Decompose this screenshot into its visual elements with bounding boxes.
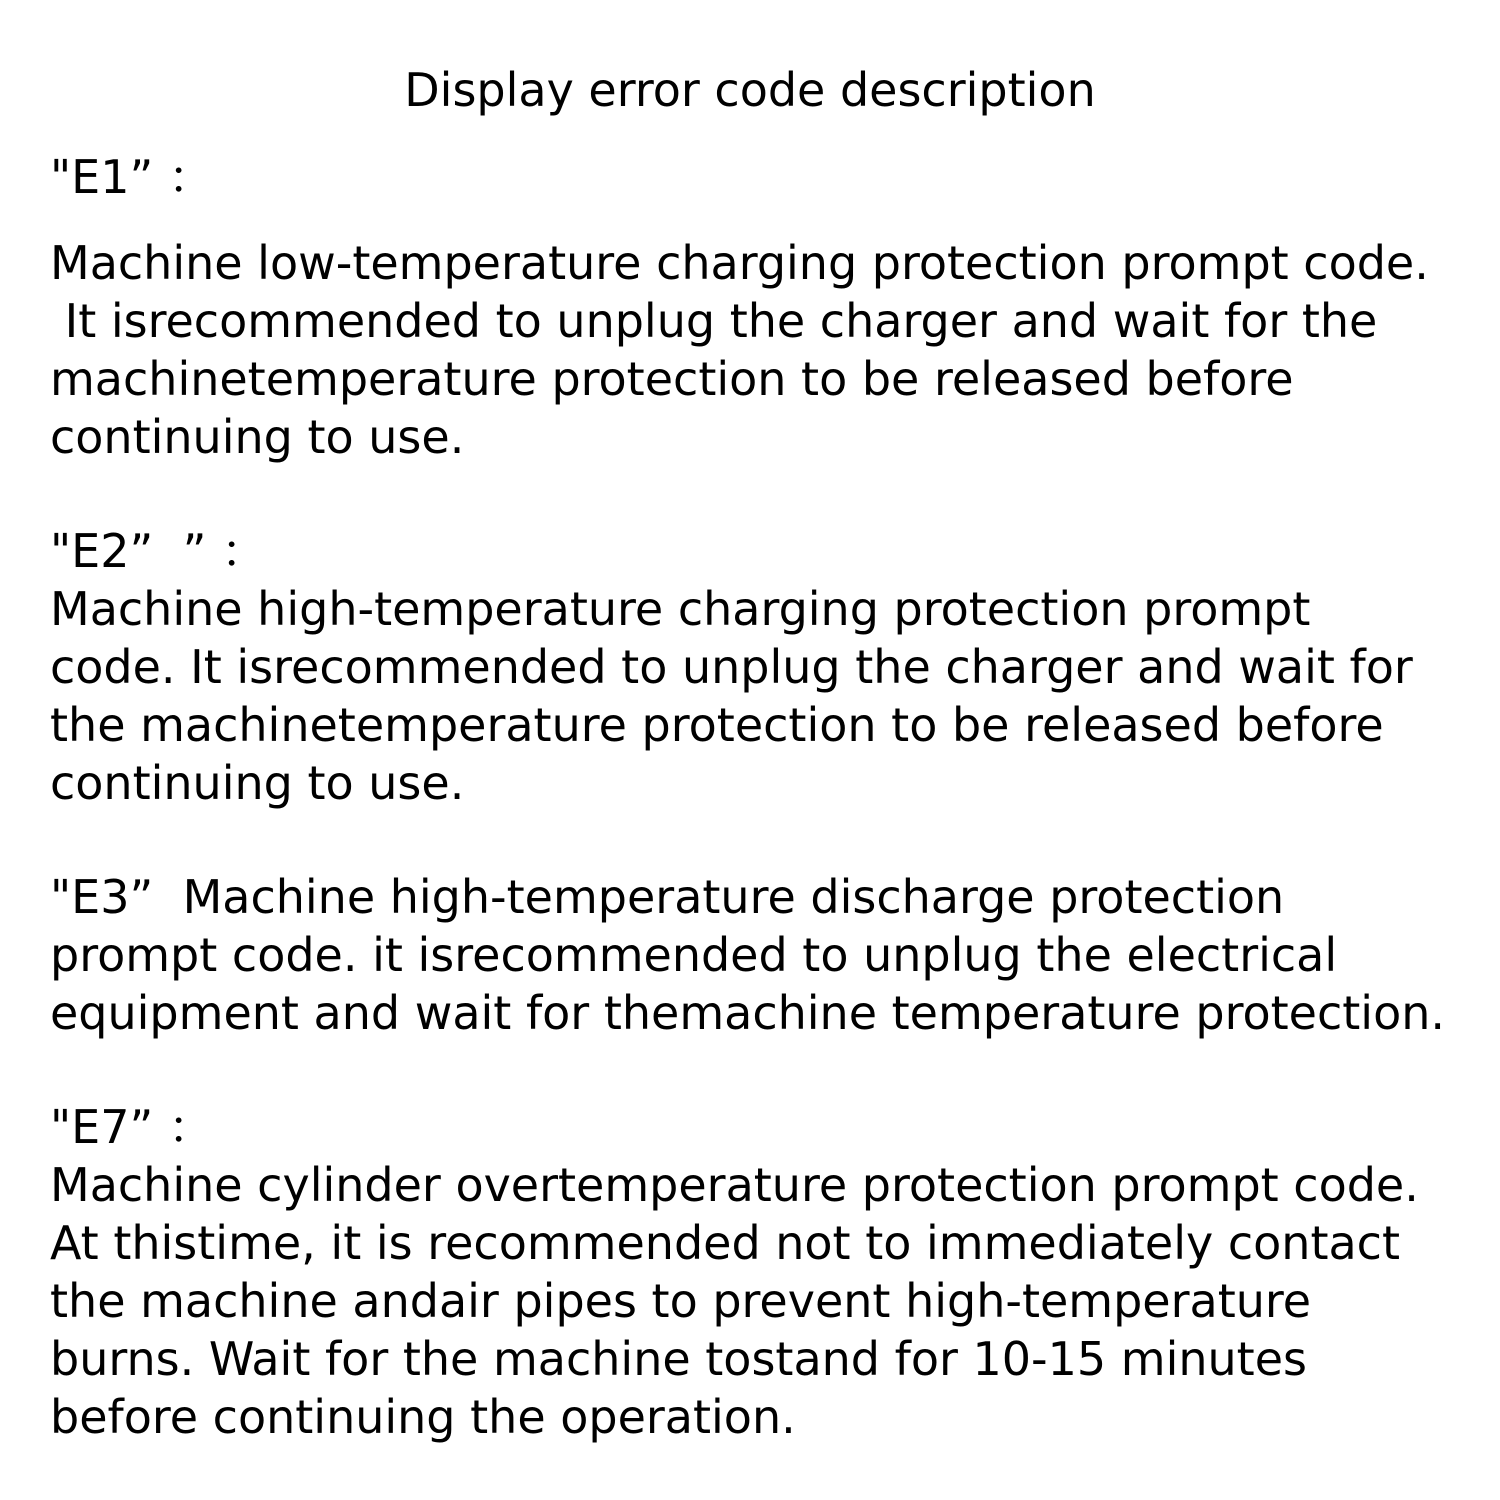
error-code-e7-text-line-3: the machine andair pipes to prevent high-temperature [50, 1274, 1312, 1328]
error-code-e1-label: "E1” ： [50, 150, 214, 204]
error-code-e7-text-line-1: Machine cylinder overtemperature protection prompt code. [50, 1158, 1419, 1212]
error-code-e7-text-line-5: before continuing the operation. [50, 1390, 796, 1444]
error-code-e1-text-line-4: continuing to use. [50, 410, 465, 464]
error-code-e2-label: "E2” ” ： [50, 524, 268, 578]
error-code-e1-text-line-2: It isrecommended to unplug the charger and wait for the [50, 294, 1378, 348]
error-code-e1-text-line-3: machinetemperature protection to be released before [50, 352, 1294, 406]
error-code-e2-text-line-2: code. It isrecommended to unplug the charger and wait for [50, 640, 1413, 694]
error-code-e3-text-line-2: prompt code. it isrecommended to unplug the electrical [50, 928, 1338, 982]
error-code-e1-text-line-1: Machine low-temperature charging protection prompt code. [50, 236, 1429, 290]
error-code-e2-text-line-3: the machinetemperature protection to be released before [50, 698, 1384, 752]
document-title: Display error code description [404, 63, 1096, 117]
error-code-e2-text-line-4: continuing to use. [50, 756, 465, 810]
error-code-e2-text-line-1: Machine high-temperature charging protection prompt [50, 582, 1311, 636]
error-code-e7-text-line-2: At thistime, it is recommended not to immediately contact [50, 1216, 1400, 1270]
error-code-e7-label: "E7” ： [50, 1100, 214, 1154]
error-code-e3-text-line-1: "E3” Machine high-temperature discharge protection [50, 870, 1285, 924]
error-code-e3-text-line-3: equipment and wait for themachine temperature protection. [50, 986, 1446, 1040]
error-code-e7-text-line-4: burns. Wait for the machine tostand for 10-15 minutes [50, 1332, 1307, 1386]
